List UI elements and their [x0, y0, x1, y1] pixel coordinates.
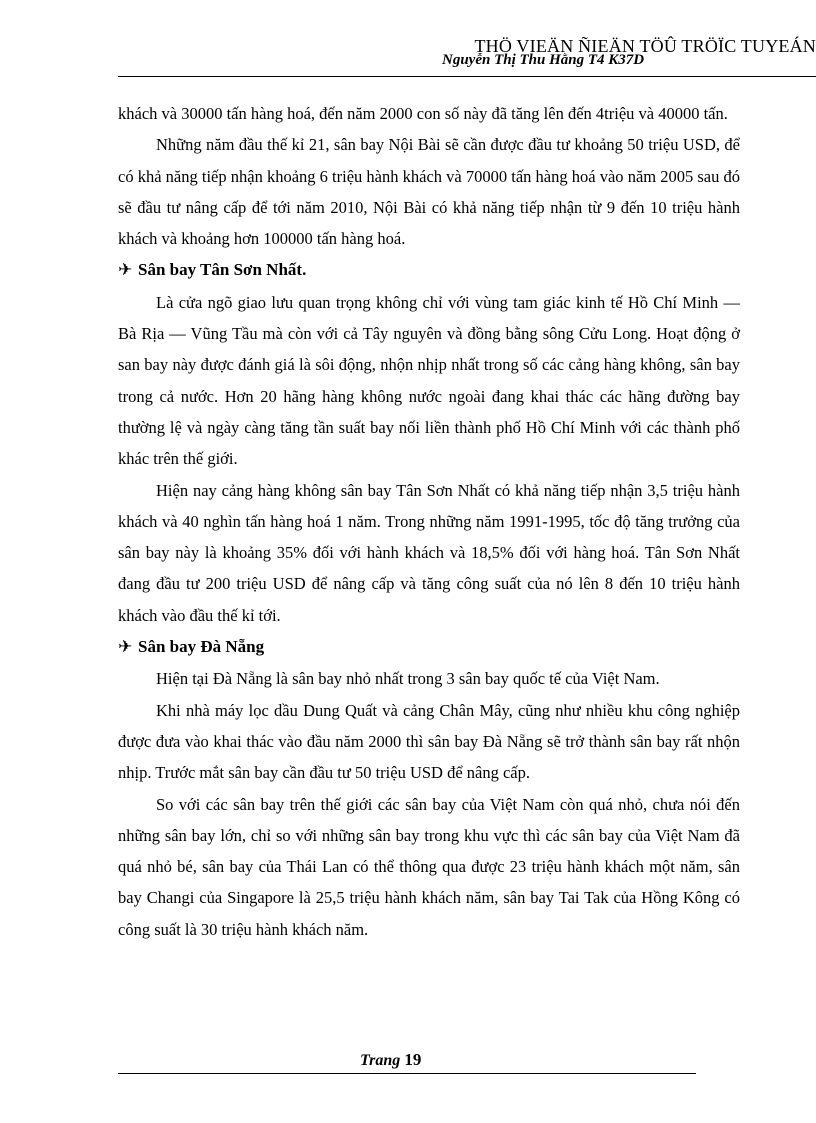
paragraph-intro: khách và 30000 tấn hàng hoá, đến năm 2000 con số này đã tăng lên đến 4triệu và 40000 tấn. — [118, 104, 728, 123]
page-number: 19 — [404, 1050, 422, 1069]
airplane-icon: ✈ — [118, 260, 133, 281]
paragraph-da-nang-2: Khi nhà máy lọc dầu Dung Quất và cảng Chân Mây, cũng như nhiều khu công nghiệp được đưa vào khai thác vào đầu năm 2000 thì sân bay Đà Nẵng sẽ trở thành sân bay rất nhộn nhịp. Trước mắt sân bay cần đầu tư 50 triệu USD để nâng cấp. — [118, 700, 740, 783]
airplane-icon: ✈ — [118, 637, 133, 658]
page-label: Trang — [360, 1052, 401, 1069]
paragraph-tan-son-nhat-2: Hiện nay cảng hàng không sân bay Tân Sơn Nhất có khả năng tiếp nhận 3,5 triệu hành khách và 40 nghìn tấn hàng hoá 1 năm. Trong những năm 1991-1995, tốc độ tăng trưởng của sân bay này là khoảng 35% đối với hành khách và 18,5% đối với hàng hoá. Tân Sơn Nhất đang đầu tư 200 triệu USD để nâng cấp và tăng công suất của nó lên 8 đến 10 triệu hành khách vào đầu thế kỉ tới. — [118, 480, 740, 625]
paragraph-da-nang-1: Hiện tại Đà Nẵng là sân bay nhỏ nhất trong 3 sân bay quốc tế của Việt Nam. — [156, 669, 660, 689]
header-watermark: THÖ VIEÄN ÑIEÄN TÖÛ TRÖÏC TUYEÁN — [474, 36, 816, 56]
section-heading-text: Sân bay Tân Sơn Nhất. — [138, 260, 307, 280]
paragraph-noi-bai: Những năm đầu thế kỉ 21, sân bay Nội Bài sẽ cần được đầu tư khoảng 50 triệu USD, để có khả năng tiếp nhận khoảng 6 triệu hành khách và 70000 tấn hàng hoá vào năm 2005 sau đó sẽ đầu tư nâng cấp để tới năm 2010, Nội Bài có khả năng tiếp nhận từ 9 đến 10 triệu hành khách và khoảng hơn 100000 tấn hàng hoá. — [118, 135, 740, 249]
paragraph-da-nang-3: So với các sân bay trên thế giới các sân bay của Việt Nam còn quá nhỏ, chưa nói đến những sân bay lớn, chỉ so với những sân bay trong khu vực thì các sân bay của Việt Nam đã quá nhỏ bé, sân bay của Thái Lan có thể thông qua được 23 triệu hành khách một năm, sân bay Changi của Singapore là 25,5 triệu hành khách năm, sân bay Tai Tak của Hồng Kông có công suất là 30 triệu hành khách năm. — [118, 794, 740, 939]
section-heading-da-nang — [118, 631, 740, 663]
page-content — [118, 98, 740, 945]
header-author: Nguyễn Thị Thu Hằng T4 K37D — [442, 52, 645, 68]
paragraph-tan-son-nhat-1: Là cửa ngõ giao lưu quan trọng không chỉ với vùng tam giác kinh tế Hồ Chí Minh — Bà Rịa — Vũng Tầu mà còn với cả Tây nguyên và đồng bằng sông Cửu Long. Hoạt động ở san bay này được đánh giá là sôi động, nhộn nhịp nhất trong số các cảng hàng không, sân bay trong cả nước. Hơn 20 hãng hàng không nước ngoài đang khai thác các hãng đường bay thường lệ và ngày càng tăng tần suất bay nối liền thành phố Hồ Chí Minh với các thành phố khác trên thế giới. — [118, 292, 740, 469]
footer-rule — [118, 1073, 696, 1074]
section-heading-text: Sân bay Đà Nẵng — [138, 637, 265, 657]
section-heading-tan-son-nhat — [118, 254, 740, 286]
page-footer — [360, 1050, 421, 1070]
header-rule — [118, 76, 816, 77]
